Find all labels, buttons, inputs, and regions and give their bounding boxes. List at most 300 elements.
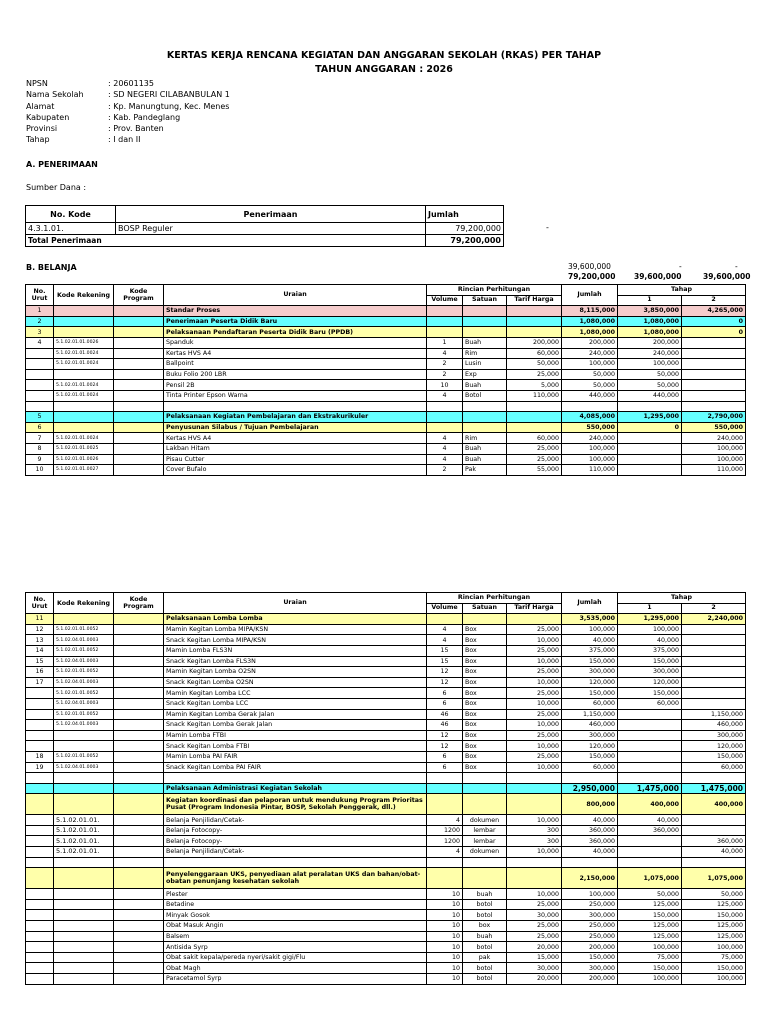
row-kode-program [114,624,164,635]
table-row [26,836,746,847]
row-jumlah [562,401,618,412]
row-tahap-2: 40,000 [682,847,746,858]
row-jumlah: 150,000 [562,952,618,963]
row-kode-rekening [54,306,114,317]
row-jumlah: 200,000 [562,942,618,953]
row-jumlah: 440,000 [562,390,618,401]
row-tarif: 5,000 [507,380,562,391]
header-tahap-2: 2 [682,295,746,306]
row-volume: 15 [427,656,463,667]
row-satuan: Box [463,741,507,752]
row-satuan [463,401,507,412]
row-volume: 46 [427,720,463,731]
row-kode-program [114,730,164,741]
row-tarif: 300 [507,836,562,847]
row-kode-program [114,359,164,370]
row-no [26,889,54,900]
row-satuan: Buah [463,443,507,454]
row-tahap-1: 150,000 [618,688,682,699]
info-key: Alamat [26,101,55,111]
row-jumlah: 1,080,000 [562,316,618,327]
row-uraian: Belanja Penjilidan/Cetak- [164,847,427,858]
header-jumlah: Jumlah [426,206,504,223]
row-jumlah: 150,000 [562,688,618,699]
row-tahap-1: 40,000 [618,815,682,826]
row-uraian: Kertas HVS A4 [164,348,427,359]
row-uraian: Buku Folio 200 LBR [164,369,427,380]
info-row [26,112,230,123]
row-kode-rekening: 5.1.02.01.01.0052 [54,751,114,762]
table-row [26,762,746,773]
row-tarif [507,794,562,815]
row-tarif [507,868,562,889]
row-tahap-2 [682,825,746,836]
row-satuan: botol [463,942,507,953]
row-satuan: Box [463,730,507,741]
table-row [26,677,746,688]
row-jumlah: 2,150,000 [562,868,618,889]
header-no-kode: No. Kode [26,206,116,223]
row-volume: 4 [427,443,463,454]
row-no: 8 [26,443,54,454]
belanja-table-2 [25,592,746,985]
row-tahap-1: 440,000 [618,390,682,401]
row-uraian: Mamin Kegitan Lomba LCC [164,688,427,699]
header-tahap-1: 1 [618,295,682,306]
row-volume [427,783,463,794]
row-tarif: 25,000 [507,709,562,720]
row-jumlah: 1,080,000 [562,327,618,338]
row-satuan [463,783,507,794]
row-tahap-1: 60,000 [618,698,682,709]
row-tahap-2: 0 [682,316,746,327]
row-uraian: Pensil 2B [164,380,427,391]
row-satuan: Botol [463,390,507,401]
row-kode-rekening [54,794,114,815]
section-belanja: B. BELANJA [26,263,77,272]
row-tahap-2 [682,390,746,401]
info-row [26,101,230,112]
row-kode-program [114,836,164,847]
table-row [26,952,746,963]
row-kode-rekening: 5.1.02.01.01.0052 [54,645,114,656]
row-kode-rekening: 5.1.02.01.01.0026 [54,337,114,348]
table-row [26,783,746,794]
row-no [26,899,54,910]
row-volume: 10 [427,974,463,985]
row-no: 14 [26,645,54,656]
row-tahap-1 [618,751,682,762]
row-satuan: pak [463,952,507,963]
info-key: Nama Sekolah [26,90,84,100]
row-volume: 10 [427,910,463,921]
row-uraian: Mamin Lomba FTBI [164,730,427,741]
row-tahap-2 [682,401,746,412]
row-tahap-2 [682,698,746,709]
row-tahap-1 [618,454,682,465]
row-tahap-1 [618,730,682,741]
row-volume: 10 [427,921,463,932]
row-uraian: Snack Kegitan Lomba FLS3N [164,656,427,667]
row-satuan [463,868,507,889]
table-row [26,910,746,921]
row-tarif: 25,000 [507,688,562,699]
row-uraian: Paracetamol Syrp [164,974,427,985]
row-satuan [463,614,507,625]
row-tahap-2 [682,773,746,784]
above-value-d: 39,600,000 [634,272,682,281]
row-tahap-2: 150,000 [682,963,746,974]
row-no: 7 [26,433,54,444]
row-tarif: 30,000 [507,910,562,921]
row-no: 3 [26,327,54,338]
info-row [26,78,230,89]
row-uraian [164,773,427,784]
row-jumlah: 250,000 [562,931,618,942]
row-uraian: Snack Kegitan Lomba LCC [164,698,427,709]
row-volume: 6 [427,762,463,773]
row-volume: 4 [427,815,463,826]
row-uraian: Pisau Cutter [164,454,427,465]
row-uraian: Snack Kegitan Lomba PAI FAIR [164,762,427,773]
row-uraian: Pelaksanaan Kegiatan Pembelajaran dan Ekstrakurikuler [164,412,427,423]
row-satuan: botol [463,910,507,921]
row-kode-program [114,401,164,412]
row-tarif: 10,000 [507,815,562,826]
row-no [26,825,54,836]
table-row [26,899,746,910]
row-tahap-2: 1,150,000 [682,709,746,720]
table-row [26,359,746,370]
row-satuan [463,773,507,784]
row-tarif [507,316,562,327]
row-volume [427,857,463,868]
row-no [26,794,54,815]
row-kode-program [114,889,164,900]
row-jumlah: 300,000 [562,730,618,741]
row-kode-rekening [54,730,114,741]
row-tarif: 25,000 [507,921,562,932]
table-row [26,974,746,985]
row-jumlah: 550,000 [562,422,618,433]
row-tarif: 25,000 [507,667,562,678]
row-no [26,401,54,412]
row-tahap-2: 120,000 [682,741,746,752]
row-tahap-1: 0 [618,422,682,433]
row-tarif: 25,000 [507,730,562,741]
row-jumlah: 40,000 [562,815,618,826]
row-tahap-2 [682,656,746,667]
row-jumlah: 4,085,000 [562,412,618,423]
row-kode-rekening [54,369,114,380]
row-kode-rekening [54,614,114,625]
table-row [26,645,746,656]
row-tahap-2: 125,000 [682,931,746,942]
row-satuan: Box [463,645,507,656]
row-satuan: Pak [463,465,507,476]
row-kode-program [114,369,164,380]
row-tarif: 10,000 [507,720,562,731]
row-uraian: Belanja Penjilidan/Cetak- [164,815,427,826]
row-satuan: dokumen [463,847,507,858]
row-no: 2 [26,316,54,327]
row-volume: 4 [427,454,463,465]
row-satuan: Lusin [463,359,507,370]
row-tarif: 25,000 [507,443,562,454]
row-jumlah: 460,000 [562,720,618,731]
row-jumlah: 60,000 [562,698,618,709]
row-kode-program [114,899,164,910]
row-kode-program [114,454,164,465]
row-tahap-2: 75,000 [682,952,746,963]
row-volume: 10 [427,931,463,942]
row-kode-rekening [54,963,114,974]
row-tahap-1: 200,000 [618,337,682,348]
table-row [26,773,746,784]
row-volume [427,773,463,784]
row-tahap-2 [682,380,746,391]
row-kode-program [114,825,164,836]
row-tarif: 10,000 [507,656,562,667]
row-volume: 4 [427,847,463,858]
header-jumlah: Jumlah [562,285,618,306]
row-uraian: Cover Bufalo [164,465,427,476]
row-volume [427,868,463,889]
row-satuan: Box [463,667,507,678]
row-kode-program [114,635,164,646]
row-satuan [463,857,507,868]
row-satuan: Box [463,762,507,773]
row-tahap-1 [618,720,682,731]
info-key: Provinsi [26,124,58,134]
row-tahap-1: 150,000 [618,963,682,974]
document-subtitle: TAHUN ANGGARAN : 2026 [315,64,453,75]
row-no [26,857,54,868]
row-tarif: 10,000 [507,677,562,688]
row-tarif: 25,000 [507,454,562,465]
row-satuan [463,327,507,338]
row-no [26,942,54,953]
row-tarif: 30,000 [507,963,562,974]
row-tahap-2 [682,677,746,688]
row-tahap-2 [682,857,746,868]
table-row [26,815,746,826]
row-volume: 4 [427,635,463,646]
row-uraian: Penyusunan Silabus / Tujuan Pembelajaran [164,422,427,433]
row-kode-rekening: 5.1.02.01.01.0024 [54,390,114,401]
row-tahap-2: 460,000 [682,720,746,731]
row-tahap-2 [682,624,746,635]
row-tahap-1: 50,000 [618,889,682,900]
row-satuan: Box [463,688,507,699]
row-no [26,359,54,370]
row-no: 12 [26,624,54,635]
table-row [26,688,746,699]
row-tahap-1: 1,295,000 [618,412,682,423]
row-kode-program [114,443,164,454]
row-tahap-2 [682,359,746,370]
row-tahap-1: 300,000 [618,667,682,678]
row-volume: 12 [427,667,463,678]
header-satuan: Satuan [463,603,507,614]
row-kode-program [114,921,164,932]
row-volume: 10 [427,942,463,953]
row-kode-program [114,656,164,667]
row-tarif: 10,000 [507,889,562,900]
table-row [26,348,746,359]
row-tahap-2: 100,000 [682,454,746,465]
row-satuan: Buah [463,454,507,465]
row-tarif: 10,000 [507,762,562,773]
row-jumlah: 110,000 [562,465,618,476]
row-tahap-1: 150,000 [618,656,682,667]
row-volume: 4 [427,433,463,444]
row-tarif: 25,000 [507,931,562,942]
row-tahap-1: 375,000 [618,645,682,656]
row-kode-program [114,847,164,858]
row-tarif [507,327,562,338]
row-jumlah: 1,150,000 [562,709,618,720]
row-tahap-1: 400,000 [618,794,682,815]
row-tahap-1: 150,000 [618,910,682,921]
table-row [26,369,746,380]
row-kode-rekening: 5.1.02.01.01.0027 [54,465,114,476]
row-no [26,390,54,401]
row-tarif [507,306,562,317]
row-tahap-1: 3,850,000 [618,306,682,317]
header-kode-program: Kode Program [114,593,164,614]
row-uraian: Minyak Gosok [164,910,427,921]
total-penerimaan-label: Total Penerimaan [26,235,426,247]
row-kode-program [114,698,164,709]
row-tarif [507,857,562,868]
row-kode-rekening: 5.1.02.01.01.0024 [54,348,114,359]
header-satuan: Satuan [463,295,507,306]
row-tarif [507,412,562,423]
table-row [26,794,746,815]
row-jumlah: 250,000 [562,921,618,932]
row-satuan: Box [463,720,507,731]
table-row [26,921,746,932]
row-volume: 6 [427,698,463,709]
row-tarif [507,783,562,794]
row-uraian: Betadine [164,899,427,910]
row-tarif: 10,000 [507,847,562,858]
row-kode-rekening [54,931,114,942]
row-volume [427,422,463,433]
table-row [26,963,746,974]
row-kode-rekening: 5.1.02.01.01. [54,836,114,847]
row-kode-program [114,857,164,868]
row-uraian: Pelaksanaan Pendaftaran Peserta Didik Baru (PPDB) [164,327,427,338]
row-uraian: Snack Kegitan Lomba O2SN [164,677,427,688]
table-row [26,454,746,465]
row-kode-rekening [54,889,114,900]
row-tahap-1 [618,762,682,773]
table-row [26,931,746,942]
row-tahap-2 [682,635,746,646]
row-kode-program [114,963,164,974]
row-uraian: Mamin Kegitan Lomba MIPA/KSN [164,624,427,635]
row-no: 5 [26,412,54,423]
section-penerimaan: A. PENERIMAAN [26,160,98,169]
row-tahap-1: 125,000 [618,899,682,910]
row-volume: 12 [427,677,463,688]
row-no [26,730,54,741]
row-kode-program [114,327,164,338]
row-tahap-2: 240,000 [682,433,746,444]
row-no: 9 [26,454,54,465]
info-value: : I dan II [108,135,141,145]
row-satuan: Box [463,751,507,762]
row-kode-rekening [54,327,114,338]
row-kode-program [114,868,164,889]
header-volume: Volume [427,295,463,306]
info-key: Tahap [26,135,50,145]
info-row [26,123,230,134]
row-tahap-1 [618,709,682,720]
row-tarif: 25,000 [507,645,562,656]
table-row [26,465,746,476]
row-tahap-2: 400,000 [682,794,746,815]
row-kode-program [114,751,164,762]
header-tahap: Tahap [618,285,746,296]
table-row [26,942,746,953]
info-row [26,134,230,145]
row-uraian: Plester [164,889,427,900]
row-kode-rekening: 5.1.02.01.01.0025 [54,443,114,454]
row-satuan [463,412,507,423]
row-kode-program [114,614,164,625]
penerimaan-jumlah: 79,200,000 [426,223,504,235]
row-tahap-1: 100,000 [618,359,682,370]
info-value: : Kab. Pandeglang [108,112,181,122]
row-tarif [507,773,562,784]
row-volume: 10 [427,889,463,900]
row-tahap-1: 100,000 [618,942,682,953]
row-no: 6 [26,422,54,433]
row-no [26,698,54,709]
table-row [26,337,746,348]
row-satuan: buah [463,931,507,942]
row-kode-program [114,815,164,826]
row-tahap-1 [618,773,682,784]
row-jumlah: 240,000 [562,433,618,444]
row-kode-rekening: 5.1.02.01.01. [54,815,114,826]
row-tahap-1: 100,000 [618,624,682,635]
table-row [26,825,746,836]
row-jumlah: 360,000 [562,825,618,836]
row-uraian [164,857,427,868]
row-kode-rekening: 5.1.02.01.01.0052 [54,667,114,678]
row-volume: 4 [427,390,463,401]
penerimaan-table [25,205,504,247]
row-volume [427,306,463,317]
info-value: : SD NEGERI CILABANBULAN 1 [108,90,230,100]
row-tarif: 300 [507,825,562,836]
row-volume [427,401,463,412]
row-uraian: Balsem [164,931,427,942]
table-row [26,868,746,889]
row-tarif [507,422,562,433]
row-kode-program [114,390,164,401]
header-no-urut: No. Urut [26,285,54,306]
row-tahap-1: 40,000 [618,635,682,646]
row-tahap-1: 1,075,000 [618,868,682,889]
row-tarif: 15,000 [507,952,562,963]
row-kode-program [114,412,164,423]
row-tahap-1 [618,857,682,868]
